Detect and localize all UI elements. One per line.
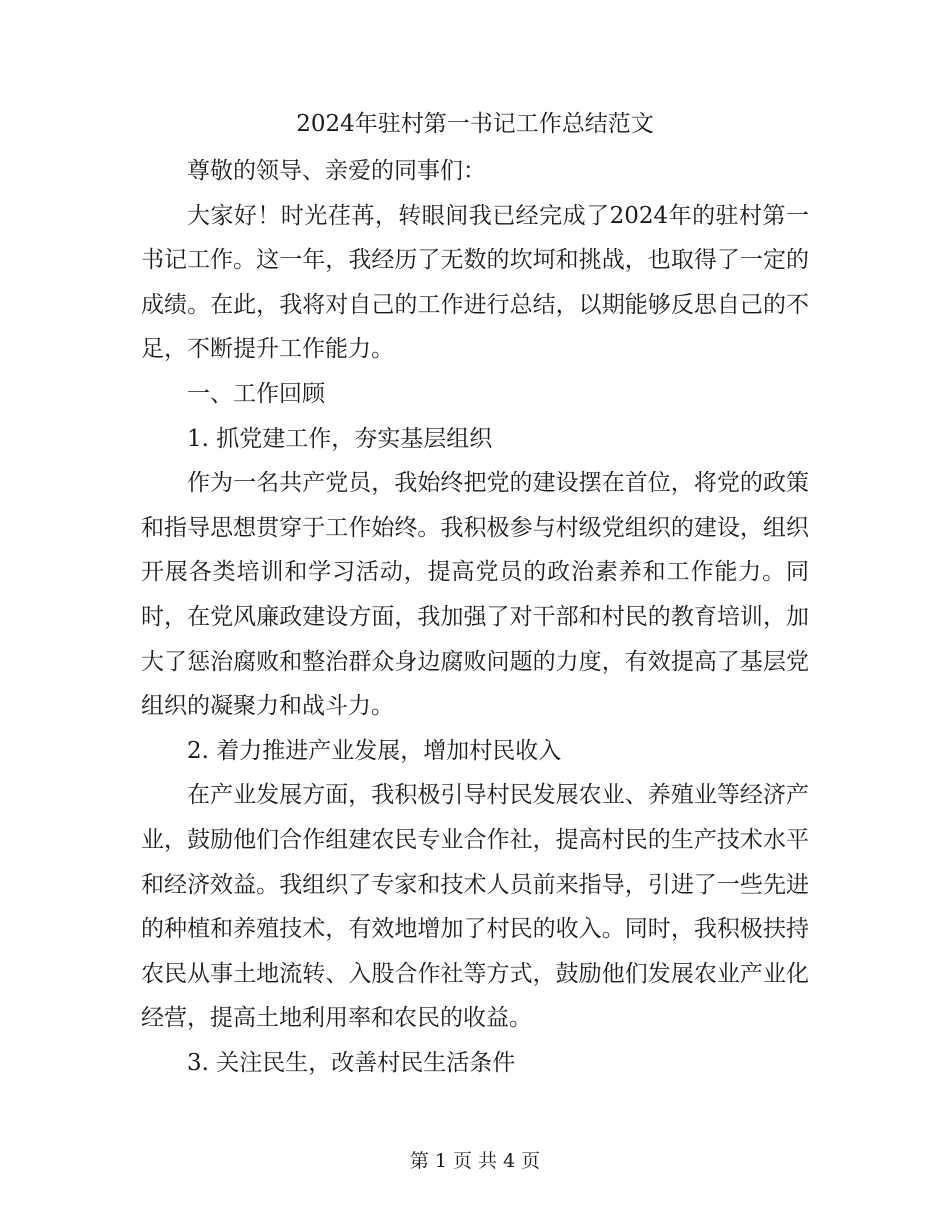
document-body (141, 149, 809, 1085)
page-number-footer: 第 1 页 共 4 页 (409, 1150, 541, 1172)
document-title: 2024年驻村第一书记工作总结范文 (296, 111, 654, 137)
subheading-livelihood: 3. 关注民生，改善村民生活条件 (187, 1049, 516, 1076)
subheading-party-building: 1. 抓党建工作，夯实基层组织 (187, 425, 493, 452)
industry-development-paragraph: 在产业发展方面，我积极引导村民发展农业、养殖业等经济产业，鼓励他们合作组建农民专业合作社，提高村民的生产技术水平和经济效益。我组织了专家和技术人员前来指导，引进了一些先进的种植和养殖技术，有效地增加了村民的收入。同时，我积极扶持农民从事土地流转、入股合作社等方式，鼓励他们发展农业产业化经营，提高土地利用率和农民的收益。 (141, 782, 809, 1032)
section-heading-work-review: 一、工作回顾 (187, 380, 325, 407)
salutation-paragraph: 尊敬的领导、亲爱的同事们： (187, 158, 486, 184)
party-building-paragraph: 作为一名共产党员，我始终把党的建设摆在首位，将党的政策和指导思想贯穿于工作始终。我积极参与村级党组织的建设，组织开展各类培训和学习活动，提高党员的政治素养和工作能力。同时，在党风廉政建设方面，我加强了对干部和村民的教育培训，加大了惩治腐败和整治群众身边腐败问题的力度，有效提高了基层党组织的凝聚力和战斗力。 (141, 470, 809, 720)
intro-paragraph: 大家好！时光荏苒，转眼间我已经完成了2024年的驻村第一书记工作。这一年，我经历了无数的坎坷和挑战，也取得了一定的成绩。在此，我将对自己的工作进行总结，以期能够反思自己的不足，不断提升工作能力。 (141, 202, 809, 363)
subheading-industry-development: 2. 着力推进产业发展，增加村民收入 (187, 737, 562, 764)
